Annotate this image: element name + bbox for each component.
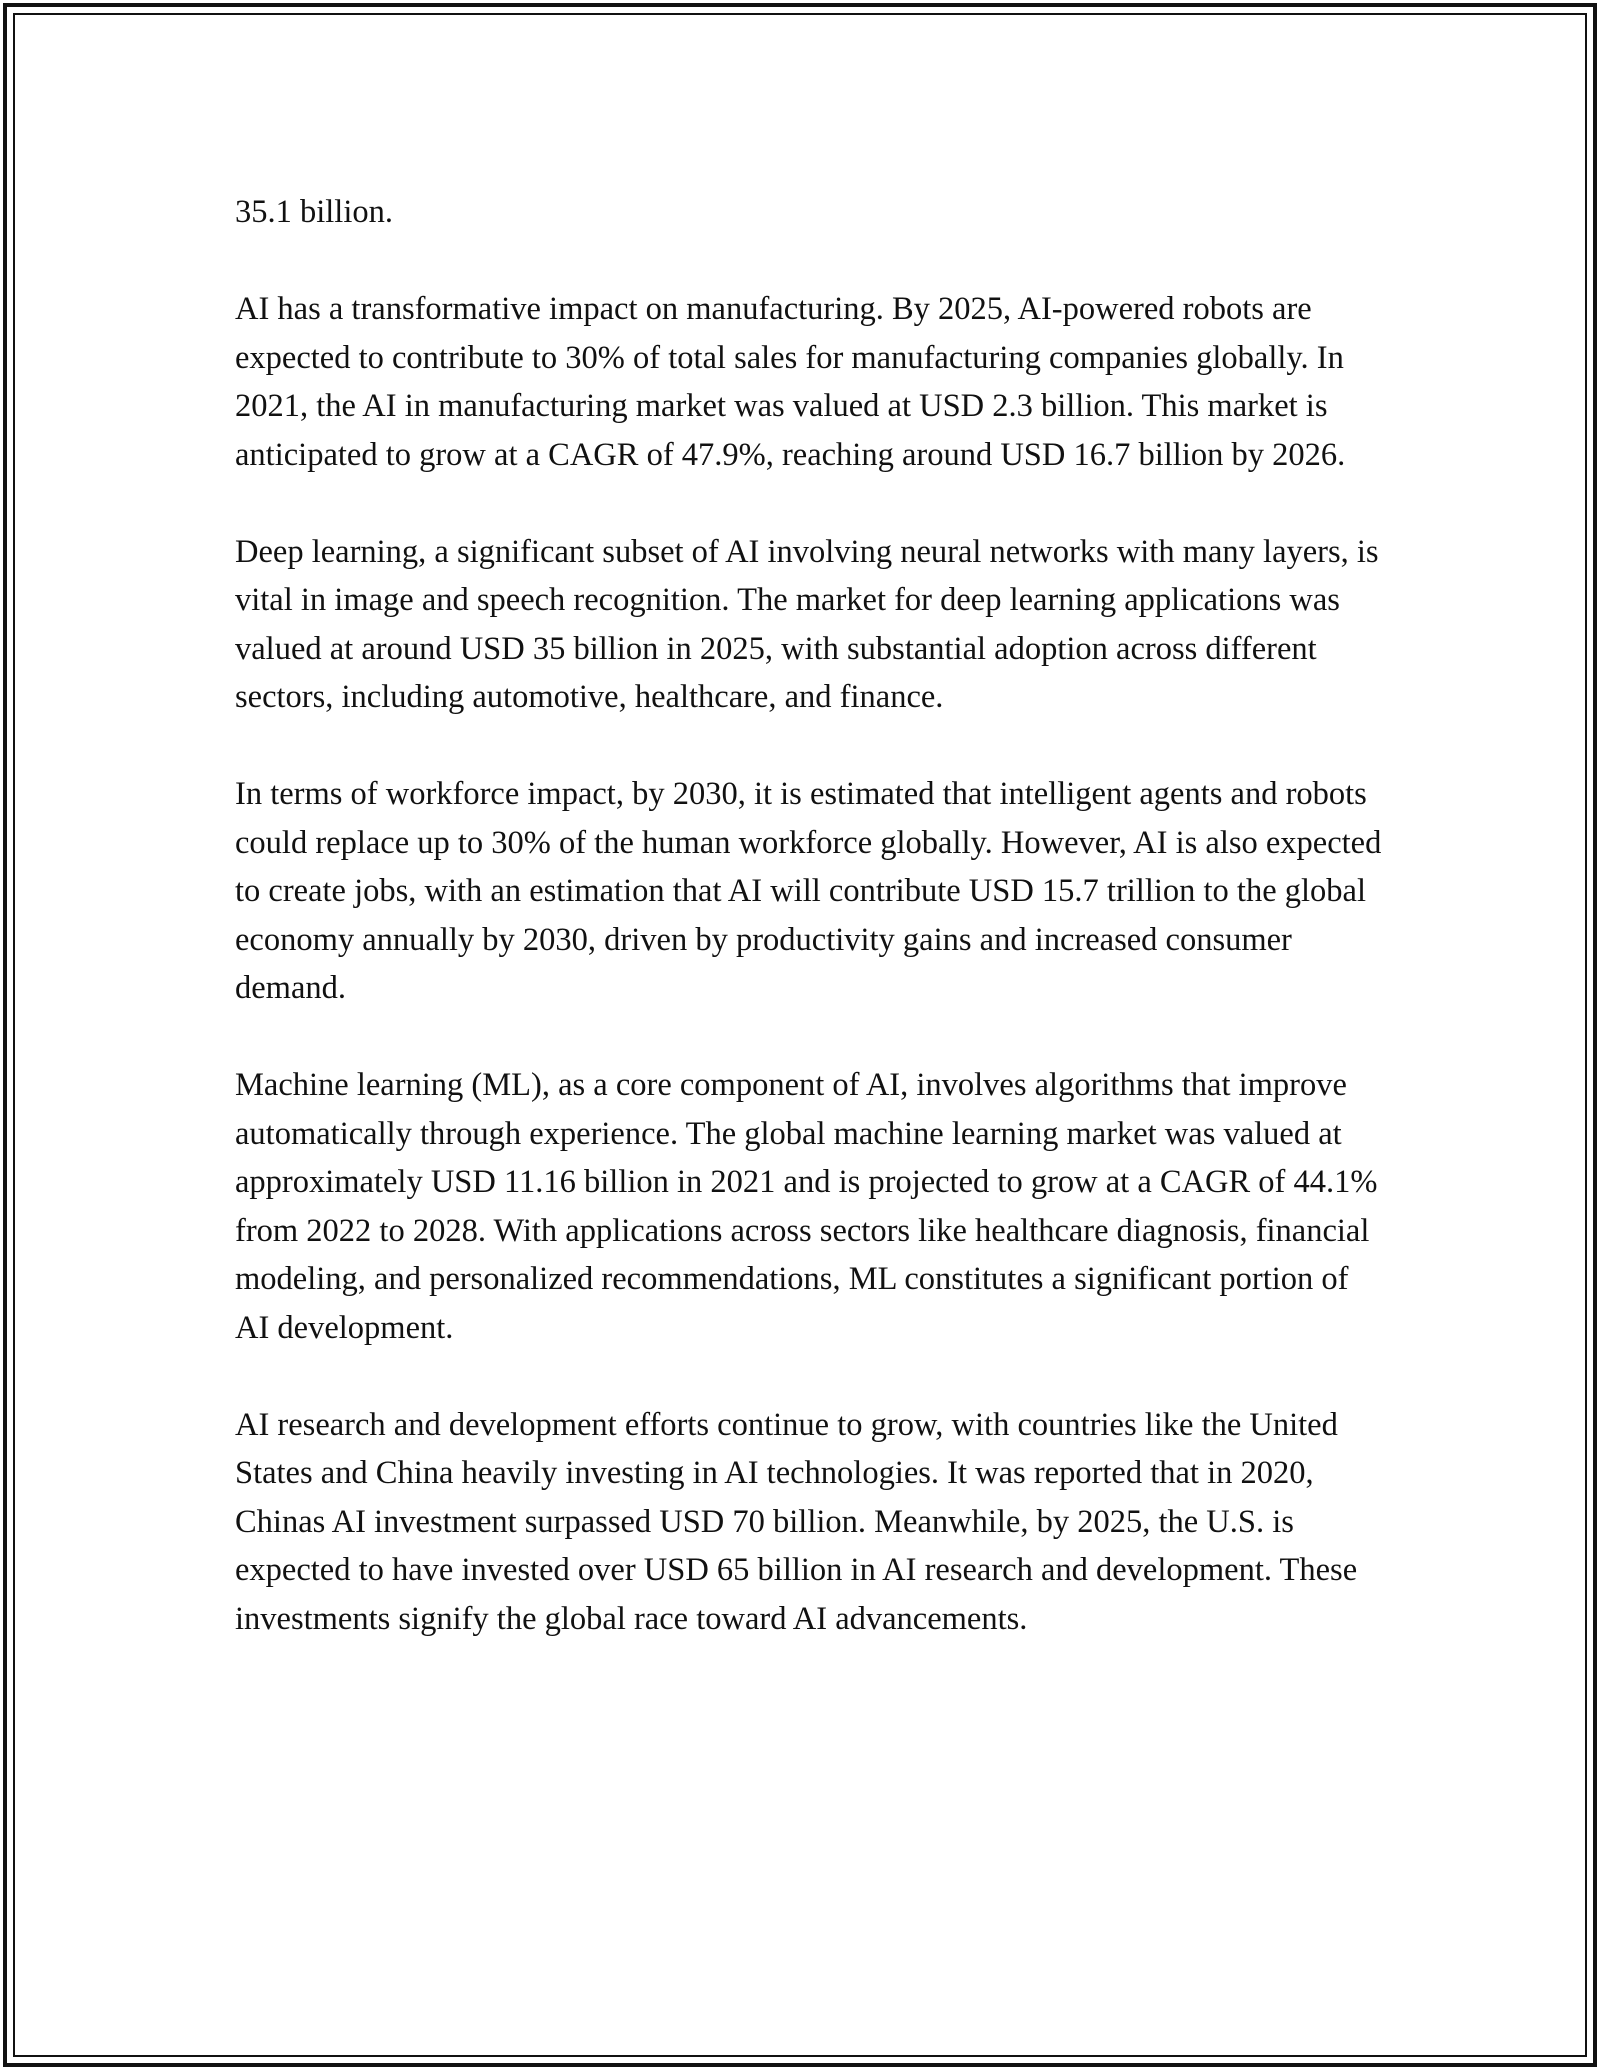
paragraph-manufacturing: AI has a transformative impact on manufacturing. By 2025, AI-powered robots are expected to contribute to 30% of total sales for manufacturing companies globally. In 2021, the AI in manufacturing market was valued at USD 2.3 billion. This market is anticipated to grow at a CAGR of 47.9%, reaching around USD 16.7 billion by 2026. (235, 291, 1346, 473)
paragraph-continuation: 35.1 billion. (235, 194, 393, 230)
paragraph-workforce: In terms of workforce impact, by 2030, it is estimated that intelligent agents and robots could replace up to 30% of the human workforce globally. However, AI is also expected to create jobs, with an estimation that AI will contribute USD 15.7 trillion to the global economy annually by 2030, driven by productivity gains and increased consumer demand. (235, 776, 1382, 1006)
paragraph-research-development: AI research and development efforts continue to grow, with countries like the United States and China heavily investing in AI technologies. It was reported that in 2020, Chinas AI investment surpassed USD 70 billion. Meanwhile, by 2025, the U.S. is expected to have invested over USD 65 billion in AI research and development. These investments signify the global race toward AI advancements. (235, 1406, 1358, 1637)
paragraph-deep-learning: Deep learning, a significant subset of AI involving neural networks with many layers, is vital in image and speech recognition. The market for deep learning applications was valued at around USD 35 billion in 2025, with substantial adoption across different sectors, including automotive, healthcare, and finance. (235, 533, 1379, 715)
document-body (235, 188, 1385, 1692)
paragraph-machine-learning: Machine learning (ML), as a core component of AI, involves algorithms that improve automatically through experience. The global machine learning market was valued at approximately USD 11.16 billion in 2021 and is projected to grow at a CAGR of 44.1% from 2022 to 2028. With applications across sectors like healthcare diagnosis, financial modeling, and personalized recommendations, ML constitutes a significant portion of AI development. (235, 1067, 1378, 1346)
